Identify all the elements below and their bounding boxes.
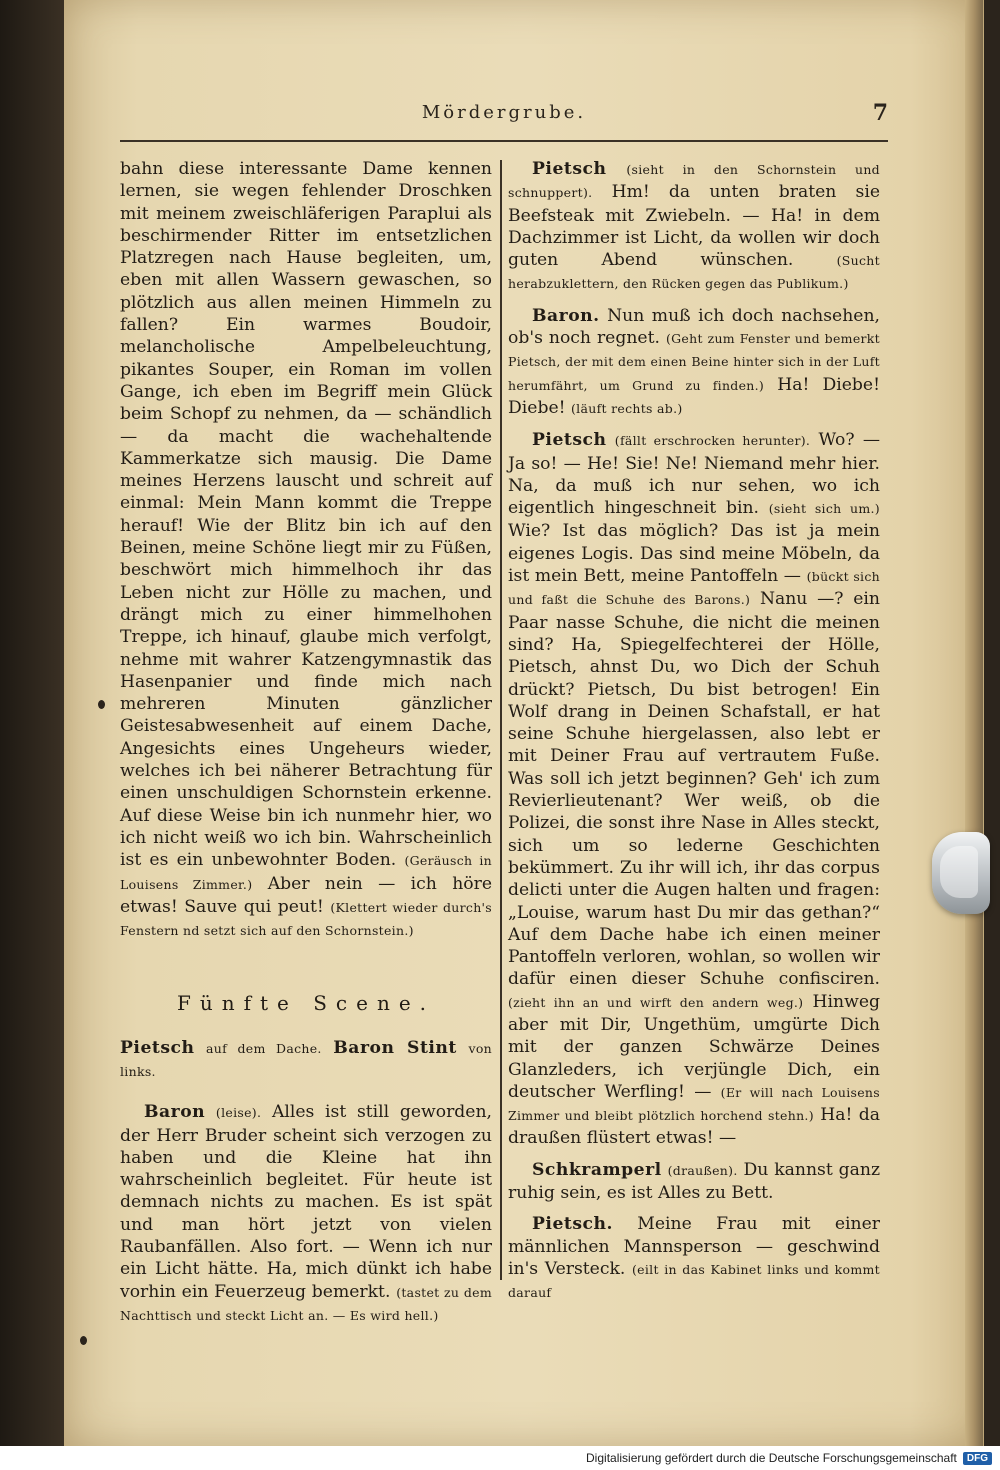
dialogue-text: Wie? Ist das möglich? Das ist ja mein eigenes Logis. Das sind meine Möbeln, da ist mein Bett, meine Pantoffeln — [508, 521, 880, 587]
dialogue-paragraph [508, 1159, 880, 1205]
stage-direction: (bückt sich und faßt die Schuhe des Barons.) [508, 569, 880, 608]
stage-direction: (sieht in den Schornstein und schnuppert). [508, 162, 880, 201]
binding-shadow [0, 0, 64, 1446]
right-column [508, 158, 880, 1314]
dialogue-paragraph [508, 158, 880, 296]
monologue-paragraph [120, 158, 492, 942]
stage-direction: (Sucht herabzuklettern, den Rücken gegen das Publikum.) [508, 253, 880, 292]
running-head [120, 100, 888, 134]
dialogue-text: Nun muß ich doch nachsehen, ob's noch regnet. [508, 305, 880, 349]
scene-heading: Fünfte Scene. [176, 991, 436, 1016]
stage-direction: (eilt in das Kabinet links und kommt darauf [508, 1261, 880, 1301]
dialogue-text: Nanu —? ein Paar nasse Schuhe, die nicht die meinen sind? Ha, Spiegelfechterei der Hölle, Pietsch, ahnst Du, wo Dich der Schuh drückt? Pietsch, Du bist betrogen! Ein Wolf drang in Deinen Schafstall, er hat seine Schuhe hiergelassen, also lebt er mit Deiner Frau auf vertrautem Fuße. Was soll ich jetzt beginnen? Geh' ich zum Revierlieutenant? Wer weiß, ob die Polizei, die sonst ihre Nase in Alles steckt, sich um so lederne Geschichten bekümmert. Zu ihr will ich, ihr das corpus delicti unter die Augen halten und fragen: „Louise, warum hast Du mir das gethan?“ Auf dem Dache habe ich einen meiner Pantoffeln verloren, wohlan, so wollen wir dafür einen dieser Schuhe confisciren. [508, 589, 880, 990]
running-title: Mördergrube. [421, 102, 587, 123]
stage-direction: (läuft rechts ab.) [571, 400, 683, 416]
character-name: Baron Stint [333, 1037, 457, 1058]
stage-direction: (draußen). [667, 1162, 738, 1178]
stage-direction: (leise). [215, 1105, 262, 1121]
dialogue-text: Meine Frau mit einer männlichen Mannsperson — geschwind in's Versteck. [508, 1214, 880, 1279]
column-rule [500, 160, 502, 1280]
dialogue-text: Du kannst ganz ruhig sein, es ist Alles zu Bett. [508, 1159, 881, 1204]
stage-direction: (Geräusch in Louisens Zimmer.) [120, 853, 492, 892]
cast-note: von links. [120, 1040, 492, 1079]
dialogue-text: Wo? — Ja so! — He! Sie! Ne! Niemand mehr hier. Na, da muß ich nur sehen, wo ich eigentlich hingeschneit bin. [508, 430, 881, 519]
speaker-name: Pietsch [532, 430, 607, 451]
stage-direction: (sieht sich um.) [768, 501, 880, 517]
stage-direction: (Klettert wieder durch's Fenstern nd setzt sich auf den Schornstein.) [120, 899, 492, 939]
page-turn-tab-highlight [940, 846, 978, 898]
dialogue-paragraph [508, 429, 880, 1150]
dfg-logo: DFG [963, 1452, 992, 1465]
page-number: 7 [872, 100, 888, 126]
page-turn-tab[interactable] [932, 832, 990, 914]
speaker-name: Baron [144, 1102, 206, 1123]
speaker-name: Pietsch. [532, 1214, 613, 1235]
monologue-text: Aber nein — ich höre etwas! Sauve qui peut! [120, 873, 493, 917]
monologue-text: bahn diese interessante Dame kennen lernen, sie wegen fehlender Droschken mit meinem zweischläferigen Paraplui als beschirmender Ritter im entsetzlichen Platzregen nach Hause begleiten, um, eben mit allen Wassern gewaschen, so plötzlich aus allen meinen Himmeln zu fallen? Ein warmes Boudoir, melancholische Ampelbeleuchtung, pikantes Souper, ein Roman im vollen Gange, ich eben im Begriff mein Glück beim Schopf zu nehmen, da — schändlich — da macht die wachehaltende Kammerkatze sich mausig. Die Dame meines Herzens lauscht und schreit auf einmal: Mein Mann kommt die Treppe herauf! Wie der Blitz bin ich auf den Beinen, meine Schöne liegt mir zu Füßen, beschwört mich himmelhoch ihr das Leben nicht zur Hölle zu machen, und drängt mich zu einer himmelhohen Treppe, ich hinauf, glaube mich verfolgt, nehme mit wahrer Katzengymnastik das Hasenpanier und finde mich nach mehreren Minuten gänzlicher Geistesabwesenheit auf einem Dache, Angesichts eines Ungeheurs wieder, welches ich bei näherer Betrachtung für einen unschuldigen Schornstein erkenne. Auf diese Weise bin ich nunmehr hier, wo ich nicht weiß wo ich bin. Wahrscheinlich ist es ein unbewohnter Boden. [120, 159, 492, 871]
cast-note: auf dem Dache. [206, 1040, 322, 1056]
character-name: Pietsch [120, 1037, 195, 1058]
cast-line [120, 1037, 492, 1084]
stage-direction: (tastet zu dem Nachttisch und steckt Licht an. — Es wird hell.) [120, 1284, 492, 1323]
stage-direction: (Geht zum Fenster und bemerkt Pietsch, der mit dem einen Beine hinter sich in der Luft herumfährt, um Grund zu finden.) [508, 331, 880, 393]
page-edge [965, 0, 983, 1446]
speaker-name: Schkramperl [532, 1159, 662, 1180]
left-column [120, 158, 492, 1336]
dialogue-text: Ha! Diebe! Diebe! [508, 374, 881, 418]
footer-bar [0, 1446, 1000, 1470]
dialogue-paragraph [508, 305, 880, 420]
stage-direction: (zieht ihn an und wirft den andern weg.) [508, 994, 804, 1010]
stage-direction: (Er will nach Louisens Zimmer und bleibt plötzlich horchend stehn.) [508, 1084, 880, 1124]
speaker-name: Pietsch [532, 159, 607, 179]
speaker-name: Baron. [532, 305, 600, 326]
header-rule [120, 140, 888, 142]
dialogue-paragraph [120, 1101, 492, 1327]
dialogue-text: Ha! da draußen flüstert etwas! — [508, 1105, 881, 1149]
dialogue-text: Hinweg aber mit Dir, Ungethüm, umgürte Dich mit der ganzen Schwärze Deines Glanzleders, ich verjüngle Dich, ein deutscher Werfling! — [508, 991, 880, 1102]
dialogue-text: Alles ist still geworden, der Herr Bruder scheint sich verzogen zu haben und die Kleine hat ihn wahrscheinlich begleitet. Für heute ist demnach nichts zu machen. Es ist spät und man hört jetzt von vielen Raubanfällen. Also fort. — Wenn ich nur ein Licht hätte. Ha, mich dünkt ich habe vorhin ein Feuerzeug bemerkt. [120, 1102, 493, 1302]
dialogue-paragraph [508, 1213, 880, 1304]
stage-direction: (fällt erschrocken herunter). [614, 433, 811, 449]
dialogue-text: Hm! da unten braten sie Beefsteak mit Zwiebeln. — Ha! in dem Dachzimmer ist Licht, da wollen wir doch guten Abend wünschen. [508, 182, 881, 271]
margin-mark [98, 700, 105, 709]
margin-mark [80, 1336, 87, 1345]
footer-credit: Digitalisierung gefördert durch die Deutsche Forschungsgemeinschaft [586, 1451, 957, 1465]
